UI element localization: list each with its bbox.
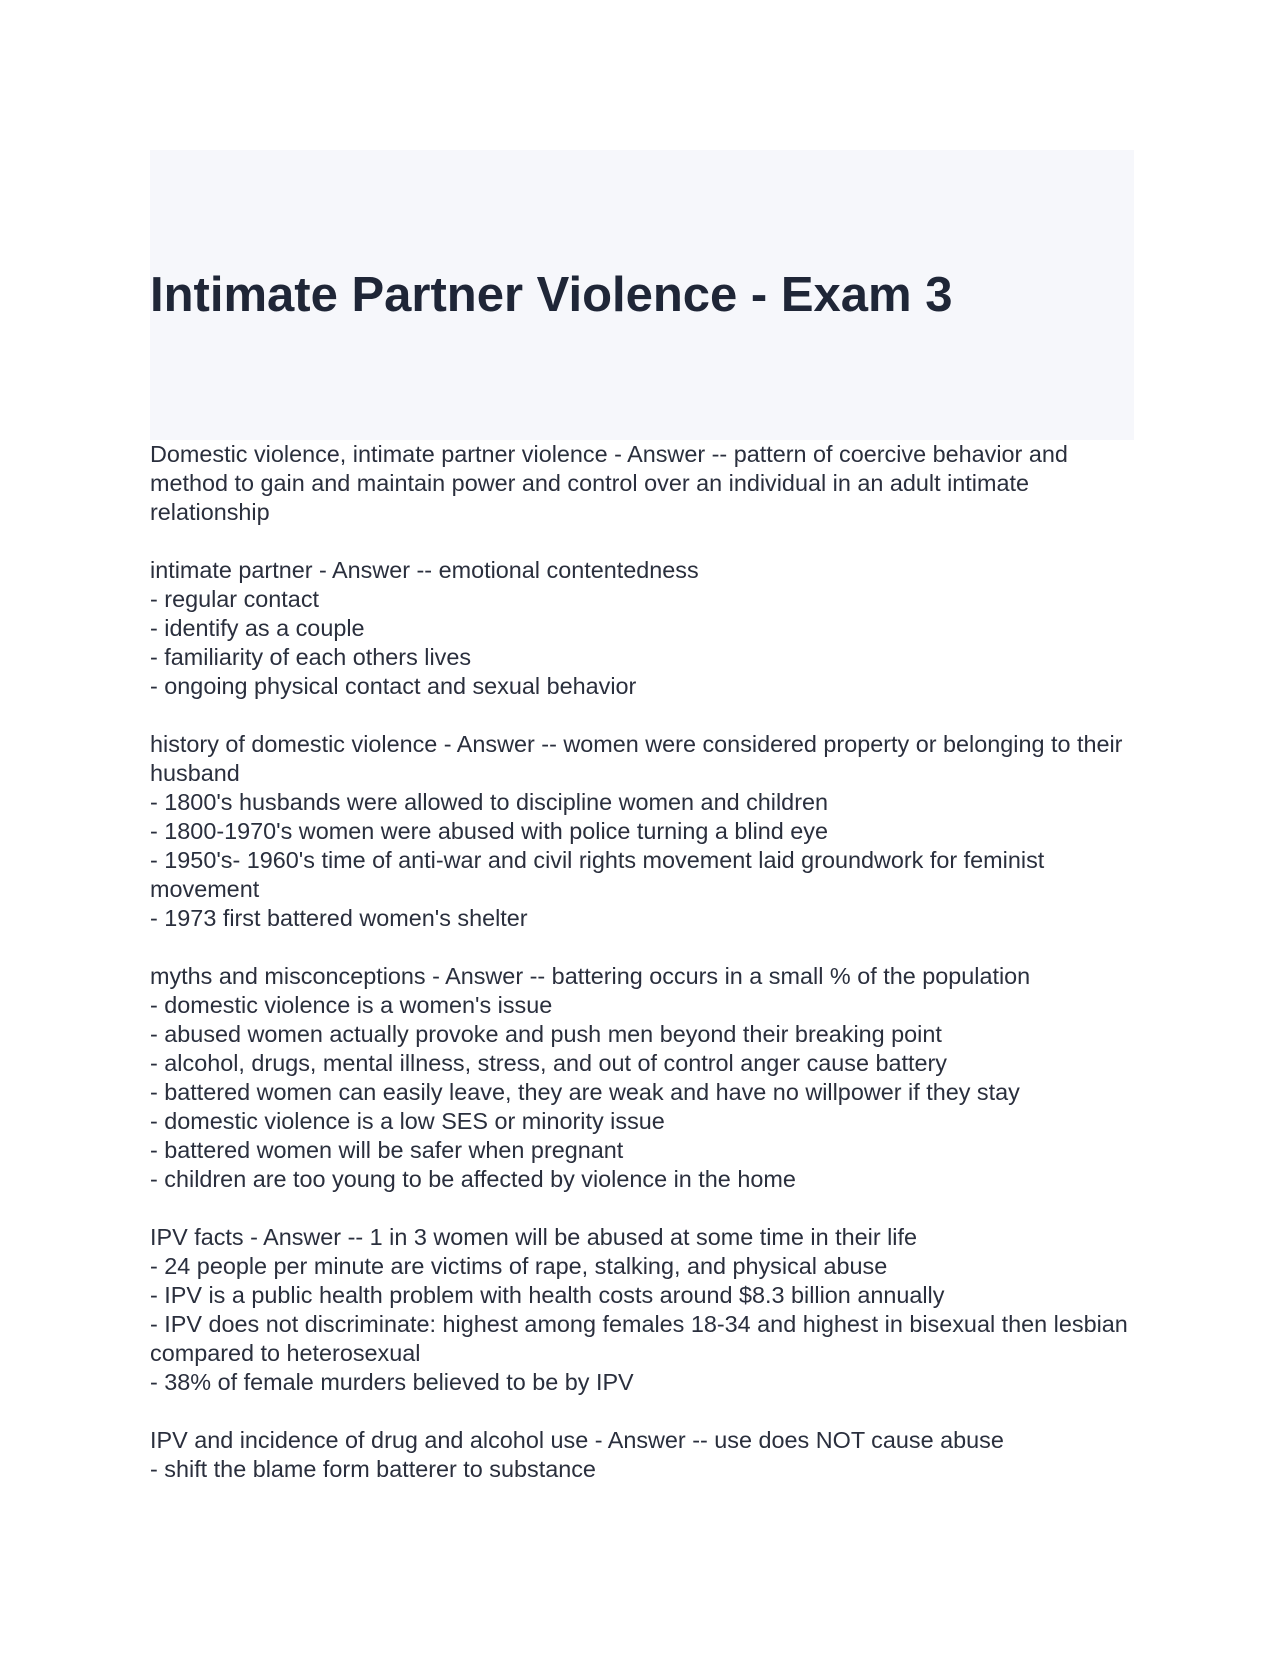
document-body: [150, 440, 1134, 1484]
qa-entry: [150, 730, 1134, 933]
entry-line: - ongoing physical contact and sexual behavior: [150, 673, 637, 699]
entry-line: myths and misconceptions - Answer -- battering occurs in a small % of the population: [150, 963, 1031, 989]
entry-line: - regular contact: [150, 586, 320, 612]
entry-line: - 24 people per minute are victims of rape, stalking, and physical abuse: [150, 1253, 888, 1279]
entry-line: IPV and incidence of drug and alcohol use - Answer -- use does NOT cause abuse: [150, 1427, 1004, 1453]
qa-entry: [150, 440, 1134, 527]
entry-line: - abused women actually provoke and push men beyond their breaking point: [150, 1021, 942, 1047]
document-title: Intimate Partner Violence - Exam 3: [150, 268, 953, 322]
entry-line: - domestic violence is a low SES or minority issue: [150, 1108, 665, 1134]
title-banner: [150, 150, 1134, 440]
entry-line: - domestic violence is a women's issue: [150, 992, 553, 1018]
entry-line: - IPV does not discriminate: highest among females 18-34 and highest in bisexual then lesbian compared to heterosexual: [150, 1311, 1128, 1366]
entry-line: - familiarity of each others lives: [150, 644, 472, 670]
entry-line: - shift the blame form batterer to substance: [150, 1456, 596, 1482]
entry-line: Domestic violence, intimate partner violence - Answer -- pattern of coercive behavior and method to gain and maintain power and control over an individual in an adult intimate relationship: [150, 441, 1068, 525]
entry-line: history of domestic violence - Answer -- women were considered property or belonging to their husband: [150, 731, 1123, 786]
entry-line: - 1800-1970's women were abused with police turning a blind eye: [150, 818, 829, 844]
entry-line: IPV facts - Answer -- 1 in 3 women will be abused at some time in their life: [150, 1224, 918, 1250]
entry-line: - 1950's- 1960's time of anti-war and civil rights movement laid groundwork for feminist movement: [150, 847, 1045, 902]
entry-line: - battered women can easily leave, they are weak and have no willpower if they stay: [150, 1079, 1020, 1105]
entry-line: - 1800's husbands were allowed to discipline women and children: [150, 789, 828, 815]
entry-line: - 38% of female murders believed to be by IPV: [150, 1369, 634, 1395]
entry-line: - battered women will be safer when pregnant: [150, 1137, 624, 1163]
entry-line: - alcohol, drugs, mental illness, stress, and out of control anger cause battery: [150, 1050, 947, 1076]
entry-line: - IPV is a public health problem with health costs around $8.3 billion annually: [150, 1282, 945, 1308]
entry-line: - identify as a couple: [150, 615, 365, 641]
entry-line: - children are too young to be affected by violence in the home: [150, 1166, 796, 1192]
qa-entry: [150, 962, 1134, 1194]
document-page: [150, 150, 1134, 1513]
qa-entry: [150, 1223, 1134, 1397]
qa-entry: [150, 1426, 1134, 1484]
entry-line: - 1973 first battered women's shelter: [150, 905, 528, 931]
qa-entry: [150, 556, 1134, 701]
entry-line: intimate partner - Answer -- emotional contentedness: [150, 557, 699, 583]
